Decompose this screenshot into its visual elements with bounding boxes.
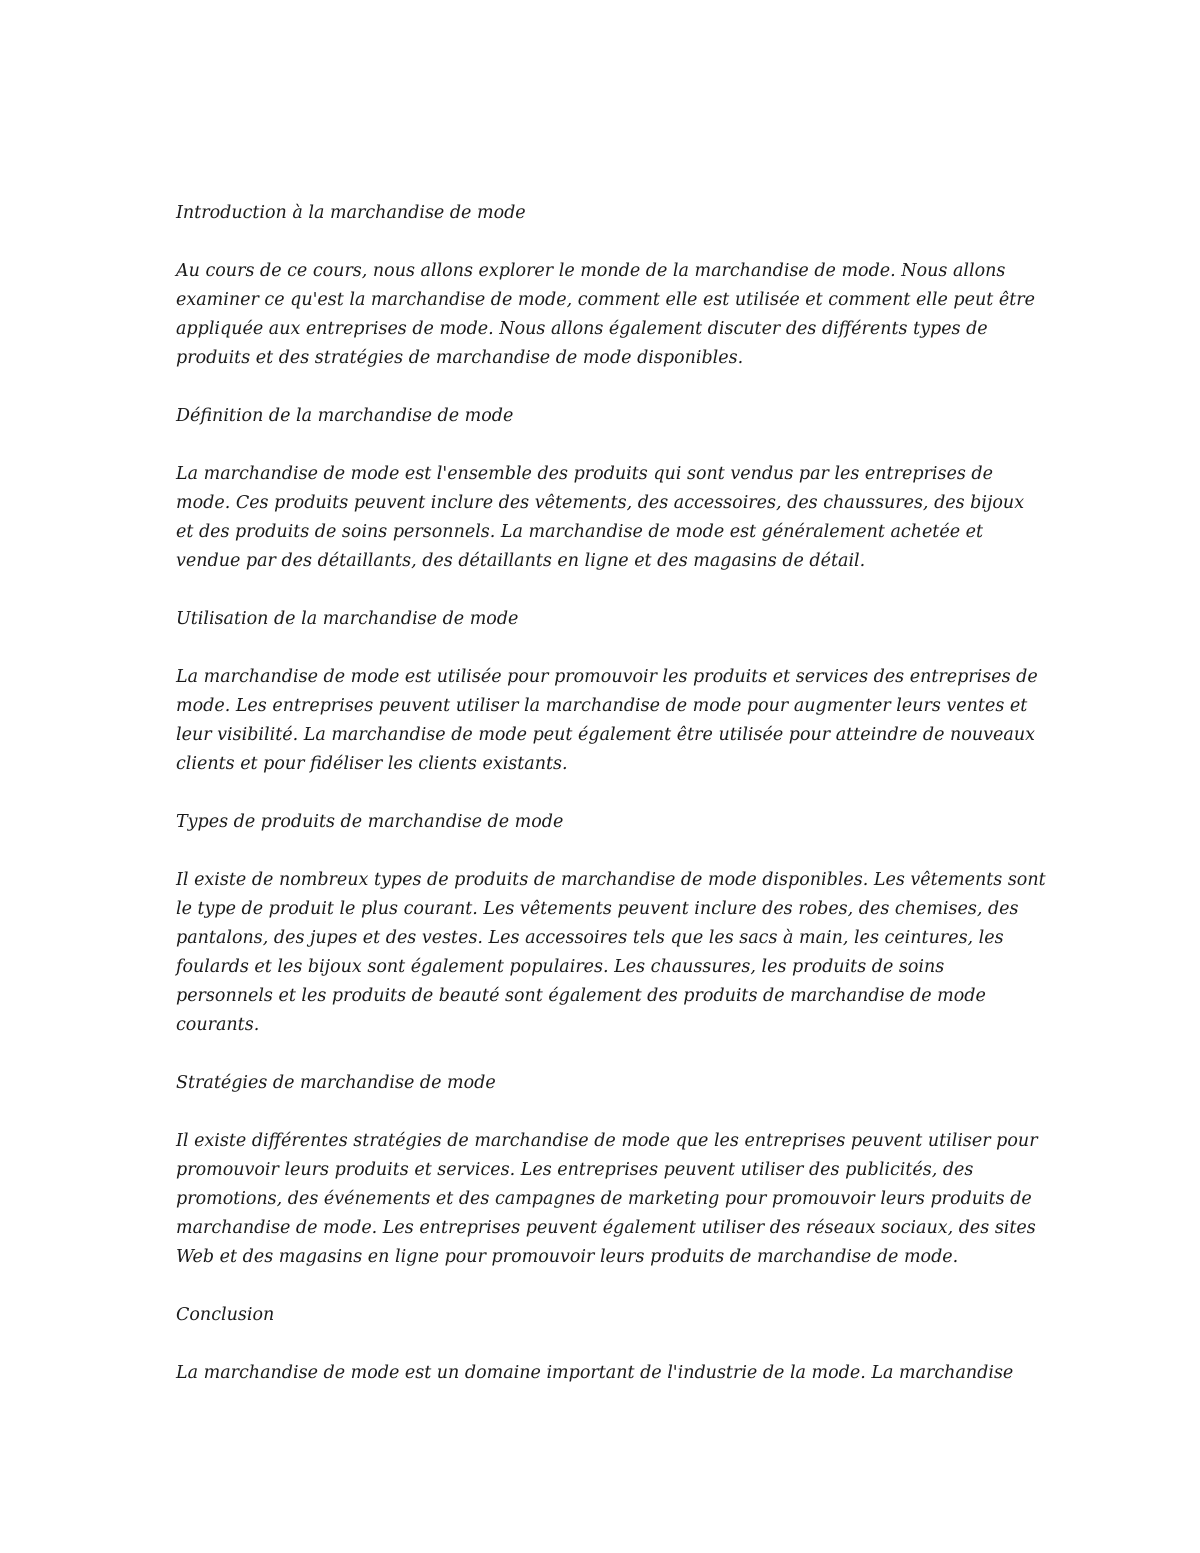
document-body — [176, 199, 1046, 1417]
section-paragraph-types: Il existe de nombreux types de produits de marchandise de mode disponibles. Les vêtements sont le type de produit le plus courant. Les vêtements peuvent inclure des robes, des chemises, des pantalons, des jupes et des vestes. Les accessoires tels que les sacs à main, les ceintures, les foulards et les bijoux sont également populaires. Les chaussures, les produits de soins personnels et les produits de beauté sont également des produits de marchandise de mode courants. — [176, 870, 1046, 1035]
section-heading-utilisation: Utilisation de la marchandise de mode — [176, 609, 519, 629]
section-heading-strategies: Stratégies de marchandise de mode — [176, 1073, 496, 1093]
section-heading-introduction: Introduction à la marchandise de mode — [176, 203, 526, 223]
section-heading-types: Types de produits de marchandise de mode — [176, 812, 564, 832]
section-heading-conclusion: Conclusion — [176, 1305, 275, 1325]
section-paragraph-strategies: Il existe différentes stratégies de marchandise de mode que les entreprises peuvent utiliser pour promouvoir leurs produits et services. Les entreprises peuvent utiliser des publicités, des promotions, des événements et des campagnes de marketing pour promouvoir leurs produits de marchandise de mode. Les entreprises peuvent également utiliser des réseaux sociaux, des sites Web et des magasins en ligne pour promouvoir leurs produits de marchandise de mode. — [176, 1131, 1038, 1267]
section-paragraph-utilisation: La marchandise de mode est utilisée pour promouvoir les produits et services des entreprises de mode. Les entreprises peuvent utiliser la marchandise de mode pour augmenter leurs ventes et leur visibilité. La marchandise de mode peut également être utilisée pour atteindre de nouveaux clients et pour fidéliser les clients existants. — [176, 667, 1038, 774]
section-heading-definition: Définition de la marchandise de mode — [176, 406, 514, 426]
section-paragraph-definition: La marchandise de mode est l'ensemble des produits qui sont vendus par les entreprises de mode. Ces produits peuvent inclure des vêtements, des accessoires, des chaussures, des bijoux et des produits de soins personnels. La marchandise de mode est généralement achetée et vendue par des détaillants, des détaillants en ligne et des magasins de détail. — [176, 464, 1025, 571]
section-paragraph-conclusion: La marchandise de mode est un domaine important de l'industrie de la mode. La marchandise — [176, 1363, 1014, 1383]
section-paragraph-introduction: Au cours de ce cours, nous allons explorer le monde de la marchandise de mode. Nous allons examiner ce qu'est la marchandise de mode, comment elle est utilisée et comment elle peut être appliquée aux entreprises de mode. Nous allons également discuter des différents types de produits et des stratégies de marchandise de mode disponibles. — [176, 261, 1035, 368]
